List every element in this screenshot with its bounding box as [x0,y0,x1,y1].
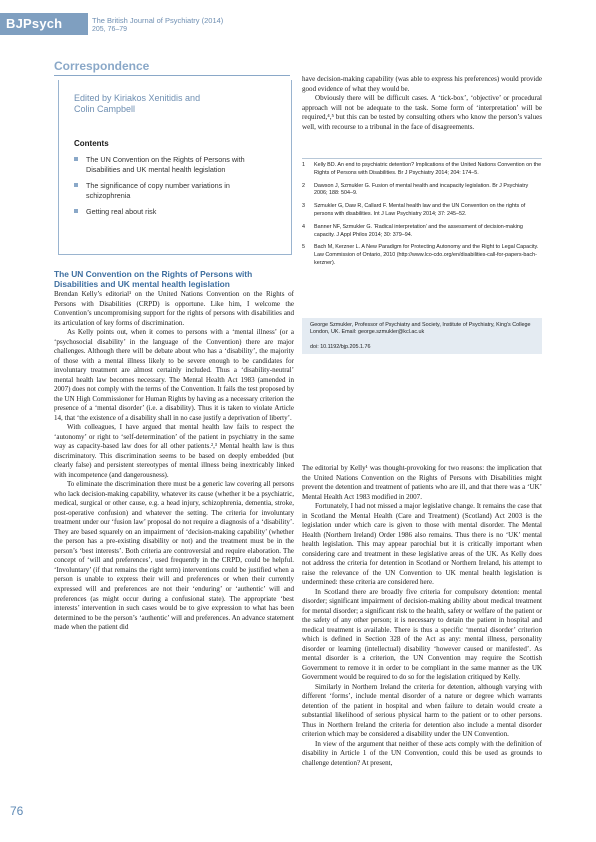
logo-text: BJPsych [6,16,63,31]
reference-item: 1 Kelly BD. An end to psychiatric detention? Implications of the United Nations Convention on the Rights of Persons with Disabilities. Br J Psychiatry 2014; 204: 174–5. [302,162,542,176]
reference-item: 2 Dawson J, Szmukler G. Fusion of mental health and incapacity legislation. Br J Psychiatry 2006; 188: 504–9. [302,182,529,197]
references-list [302,162,542,273]
paragraph: Brendan Kelly’s editorial¹ on the United Nations Convention on the Rights of Persons with Disabilities (CRPD) is opportune. Like him, I welcome the Convention’s uncompromising support for the rights of persons with disabilities and its articulation of key forms of discrimination. [54,290,294,327]
paragraph: Obviously there will be difficult cases. A ‘tick-box’, ‘objective’ or procedural approach will not be adequate to the task. Some form of ‘interpretation’ will be required,⁴,⁵ but this can be tested by consulting others who know the person’s values well, with recourse to a tribunal in the face of disagreements. [302,94,542,131]
journal-logo [0,13,88,35]
author-note: George Szmukler, Professor of Psychiatry and Society, Institute of Psychiatry, King’s College London, UK. Email: george.szmukler@kcl.ac.uk [310,322,531,336]
section-title: Correspondence [54,59,150,73]
reference-text: Kelly BD. An end to psychiatric detention? Implications of the United Nations Convention on the Rights of Persons with Disabilities. Br J Psychiatry 2014; 204: 174–5. [314,162,542,176]
right-column-top [302,75,542,132]
reference-text: Banner NF, Szmukler G. ‘Radical interpretation’ and the assessment of decision-making capacity. J Appl Philos 2014; 30: 379–94. [314,223,523,238]
author-box [302,318,542,354]
bullet-icon [74,157,78,161]
paragraph: have decision-making capability (was able to express his preferences) would provide good evidence of what they would be. [302,75,542,93]
paragraph: The editorial by Kelly¹ was thought-provoking for two reasons: the implication that the United Nations Convention on the Rights of Persons with Disabilities might prevent the detention and treatment of patients who are ill, and that there was a ‘UK’ Mental Health Act 1983 modified in 2007. [302,464,542,501]
paragraph: Similarly in Northern Ireland the criteria for detention, although varying with different ‘forms’, include mental disorder of a nature or degree which warrants detention of the patient in hospital and when failure to detain would create a substantial likelihood of serious physical harm to the patient or to other persons. Thus in Northern Ireland the criteria for detention also include a mental disorder criterion which may be considered a disability under the UN Convention. [302,682,542,739]
contents-item-label: The significance of copy number variations in schizophrenia [86,181,230,200]
paragraph: In view of the argument that neither of these acts comply with the definition of disability in Article 1 of the UN Convention, could this be used as grounds to challenge detention? At present, [302,739,542,767]
right-column-bottom [302,464,542,769]
editors [74,93,274,115]
paragraph: In Scotland there are broadly five criteria for compulsory detention: mental disorder; significant impairment of decision-making ability about medical treatment for mental disorder; a significant risk to the health, safety or welfare of the patient or the safety of any other person; it is necessary to detain the patient in hospital and medical treatment is available. There is thus a specific ‘mental disorder’ criterion which is defined in Section 328 of the Act as any: mental illness, personality disorder or learning (intellectual) disability ‘however caused or manifested’. As mental disorder is a criterion, the UN Convention may require the Scottish Government to remove it in order to be compliant in the same manner as the UK Government would be required to do so for the legislation critiqued by Kelly. [302,587,542,682]
contents-heading: Contents [74,139,109,148]
references-divider [302,158,542,159]
contents-item-label: The UN Convention on the Rights of Persons with Disabilities and UK mental health legislation [86,155,245,174]
bullet-icon [74,209,78,213]
bullet-icon [74,183,78,187]
contents-box [58,80,292,255]
reference-text: Szmukler G, Daw R, Callard F. Mental health law and the UN Convention on the rights of persons with disabilities. Int J Law Psychiatry 2014; 37: 245–52. [314,203,526,217]
paragraph: Fortunately, I had not missed a major legislative change. It remains the case that in Scotland the Mental Health (Care and Treatment) (Scotland) Act 2003 is the legislation under which care is given to those with mental disorder. The Mental Health (Northern Ireland) Order 1986 also remains. Thus there is no ‘UK’ mental health legislation. This may appear parochial but it is critically important when considering care and treatment in these legislative areas of the UK. As Kelly does not address the criteria for detention in Scotland or Northern Ireland, his attempt to raise the relevance of the UN Convention to UK mental health legislation is undermined: these criteria are considered here. [302,502,542,587]
paragraph: As Kelly points out, when it comes to persons with a ‘mental illness’ (or a ‘psychosocial disability’ in the language of the Convention) there are major challenges. Although there will be debate about who has a ‘disability’, the majority of those with a mental illness likely to be severe enough to be candidates for involuntary treatment are almost certainly included. Thus a ‘disability-neutral’ mental health law becomes necessary. The Mental Health Act 1983 (amended in 2007) does not comply with the terms of the Convention. It fails the test proposed by the UN High Commissioner for Human Rights by having as a necessary criterion the presence of a ‘mental disorder’ (i.e. a disability). Thus it is taken to violate Article 14, that ‘the existence of a disability shall in no case justify a deprivation of liberty’. [54,328,294,422]
editors-line-2: Colin Campbell [74,104,136,114]
reference-text: Dawson J, Szmukler G. Fusion of mental health and incapacity legislation. Br J Psychiatry 2006; 188: 504–9. [314,182,529,197]
reference-item: 5 Bach M, Kerzner L. A New Paradigm for Protecting Autonomy and the Right to Legal Capacity. Law Commission of Ontario, 2010 (http://www.lco-cdo.org/en/disabilities-call-for-papers-bach-kerzner). [302,244,539,266]
journal-name: The British Journal of Psychiatry (2014) [92,16,224,25]
journal-citation: 205, 76–79 [92,26,128,33]
reference-item: 3 Szmukler G, Daw R, Callard F. Mental health law and the UN Convention on the rights of persons with disabilities. Int J Law Psychiatry 2014; 37: 245–52. [302,203,526,217]
editors-line-1: Edited by Kiriakos Xenitidis and [74,93,201,103]
paragraph: To eliminate the discrimination there must be a generic law covering all persons who lack decision-making capability, whatever its cause (whether it be a psychiatric, medical, surgical or other cause, e.g. a head injury, schizophrenia, dementia, stroke, post-operative confusion) and whatever the setting. The criteria for involuntary treatment under our ‘fusion law’ proposal do not require a diagnosis of a ‘disability’. They are based squarely on an impairment of ‘decision-making capability’ (whether the person has a pre-existing disability or not) and the treatment must be in the person’s ‘best interests’. Both criteria are controversial and require elaboration. The concept of ‘will and preferences’, used frequently in the CRPD, could be helpful. ‘Involuntary’ (if that remains the right term) interventions could be justified when a person is unable to express their will and preferences or when their currently expressed will and preferences are not their ‘enduring’ or ‘authentic’ will and preferences (as might occur during a confusional state). The appropriate ‘best interests’ intervention in such cases would be to give expression to what has been determined to be the person’s ‘authentic’ will and preferences. An advance statement made when the patient did [54,480,294,632]
section-divider [54,75,290,76]
left-column [54,290,294,633]
paragraph: With colleagues, I have argued that mental health law fails to respect the ‘autonomy’ or right to ‘self-determination’ of the patient in psychiatry in the same way as capacity-based law does for all other patients.²,³ Mental health law is thus discriminatory. This discrimination seems to be based on deeply embedded (but clearly false) and persistent stereotypes of mental illness being inextricably linked with incompetence (and dangerousness). [54,423,294,479]
reference-item: 4 Banner NF, Szmukler G. ‘Radical interpretation’ and the assessment of decision-making capacity. J Appl Philos 2014; 30: 379–94. [302,223,523,238]
doi: doi: 10.1192/bjp.205.1.76 [310,344,371,350]
article-title: The UN Convention on the Rights of Persons with Disabilities and UK mental health legislation [54,269,253,289]
page-number: 76 [10,804,24,818]
contents-item-label: Getting real about risk [86,207,157,216]
reference-text: Bach M, Kerzner L. A New Paradigm for Protecting Autonomy and the Right to Legal Capacity. Law Commission of Ontario, 2010 (http://www.lco-cdo.org/en/disabilities-call-for-papers-bach-kerzner). [314,244,539,266]
